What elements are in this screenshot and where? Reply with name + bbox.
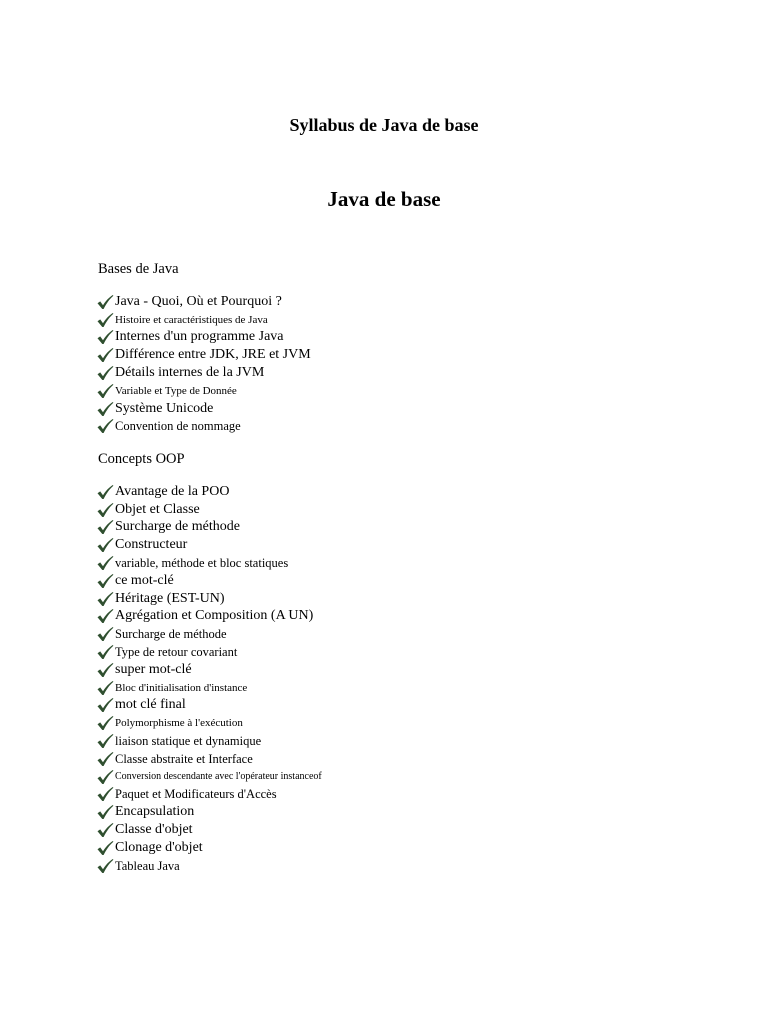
list-item	[96, 821, 322, 839]
checkmark-icon	[96, 294, 114, 310]
list-item	[96, 590, 322, 608]
checkmark-icon	[96, 383, 114, 399]
checkmark-icon	[96, 537, 114, 553]
list-item	[96, 679, 322, 697]
section-title-bases: Bases de Java	[98, 261, 179, 277]
list-item-label: Constructeur	[115, 537, 188, 553]
checkmark-icon	[96, 312, 114, 328]
list-item-label: Clonage d'objet	[115, 839, 203, 855]
list-item-label: Agrégation et Composition (A UN)	[115, 608, 314, 624]
checkmark-icon	[96, 401, 114, 417]
list-item	[96, 768, 322, 786]
list-item-label: Classe abstraite et Interface	[115, 751, 253, 766]
checkmark-icon	[96, 786, 114, 802]
list-item	[96, 400, 311, 418]
checkmark-icon	[96, 697, 114, 713]
checkmark-icon	[96, 365, 114, 381]
list-item-label: Avantage de la POO	[115, 483, 230, 499]
checkmark-icon	[96, 573, 114, 589]
list-item	[96, 714, 322, 732]
list-item	[96, 786, 322, 804]
checkmark-icon	[96, 418, 114, 434]
list-item	[96, 483, 322, 501]
list-item	[96, 803, 322, 821]
list-item	[96, 501, 322, 519]
list-item-label: Variable et Type de Donnée	[115, 384, 237, 397]
list-item-label: Héritage (EST-UN)	[115, 590, 225, 606]
list-item-label: Convention de nommage	[115, 419, 241, 434]
checkmark-icon	[96, 502, 114, 518]
page-heading: Java de base	[327, 187, 441, 211]
checkmark-icon	[96, 804, 114, 820]
list-item	[96, 293, 311, 311]
checkmark-icon	[96, 591, 114, 607]
list-item-label: Surcharge de méthode	[115, 519, 240, 535]
checkmark-icon	[96, 644, 114, 660]
list-item-label: Type de retour covariant	[115, 645, 238, 660]
list-item	[96, 643, 322, 661]
list-item-label: Encapsulation	[115, 804, 195, 820]
checkmark-icon	[96, 715, 114, 731]
list-item-label: Bloc d'initialisation d'instance	[115, 681, 248, 694]
list-item-label: Paquet et Modificateurs d'Accès	[115, 787, 277, 802]
list-item-label: Classe d'objet	[115, 822, 193, 838]
checkmark-icon	[96, 347, 114, 363]
list-item	[96, 418, 311, 436]
checkmark-icon	[96, 858, 114, 874]
checkmark-icon	[96, 769, 114, 785]
checkmark-icon	[96, 329, 114, 345]
list-item-label: liaison statique et dynamique	[115, 734, 262, 749]
list-item-label: Polymorphisme à l'exécution	[115, 717, 243, 730]
list-item	[96, 625, 322, 643]
list-item	[96, 839, 322, 857]
checkmark-icon	[96, 662, 114, 678]
list-item-label: Objet et Classe	[115, 501, 200, 517]
list-item	[96, 311, 311, 329]
list-item	[96, 519, 322, 537]
list-item-label: variable, méthode et bloc statiques	[115, 556, 289, 571]
checkmark-icon	[96, 484, 114, 500]
list-item-label: Tableau Java	[115, 858, 180, 873]
list-item	[96, 346, 311, 364]
list-item-label: super mot-clé	[115, 661, 192, 677]
list-item-label: Détails internes de la JVM	[115, 365, 265, 381]
section-title-oop: Concepts OOP	[98, 451, 185, 467]
checkmark-icon	[96, 751, 114, 767]
checkmark-icon	[96, 519, 114, 535]
checklist-oop	[96, 483, 322, 875]
checkmark-icon	[96, 822, 114, 838]
list-item	[96, 732, 322, 750]
list-item-label: Java - Quoi, Où et Pourquoi ?	[115, 293, 282, 309]
list-item	[96, 750, 322, 768]
list-item-label: Internes d'un programme Java	[115, 329, 284, 345]
checkmark-icon	[96, 840, 114, 856]
list-item-label: Histoire et caractéristiques de Java	[115, 313, 268, 326]
document-title: Syllabus de Java de base	[289, 115, 479, 135]
list-item-label: Système Unicode	[115, 400, 214, 416]
checkmark-icon	[96, 733, 114, 749]
list-item	[96, 608, 322, 626]
list-item	[96, 661, 322, 679]
list-item	[96, 364, 311, 382]
checklist-bases	[96, 293, 311, 435]
list-item	[96, 329, 311, 347]
list-item-label: mot clé final	[115, 697, 186, 713]
list-item	[96, 382, 311, 400]
checkmark-icon	[96, 555, 114, 571]
list-item-label: ce mot-clé	[115, 572, 174, 588]
list-item	[96, 554, 322, 572]
list-item	[96, 857, 322, 875]
checkmark-icon	[96, 608, 114, 624]
list-item	[96, 572, 322, 590]
list-item-label: Différence entre JDK, JRE et JVM	[115, 347, 311, 363]
list-item-label: Conversion descendante avec l'opérateur instanceof	[115, 770, 322, 782]
list-item	[96, 697, 322, 715]
checkmark-icon	[96, 680, 114, 696]
list-item	[96, 536, 322, 554]
checkmark-icon	[96, 626, 114, 642]
list-item-label: Surcharge de méthode	[115, 627, 227, 642]
